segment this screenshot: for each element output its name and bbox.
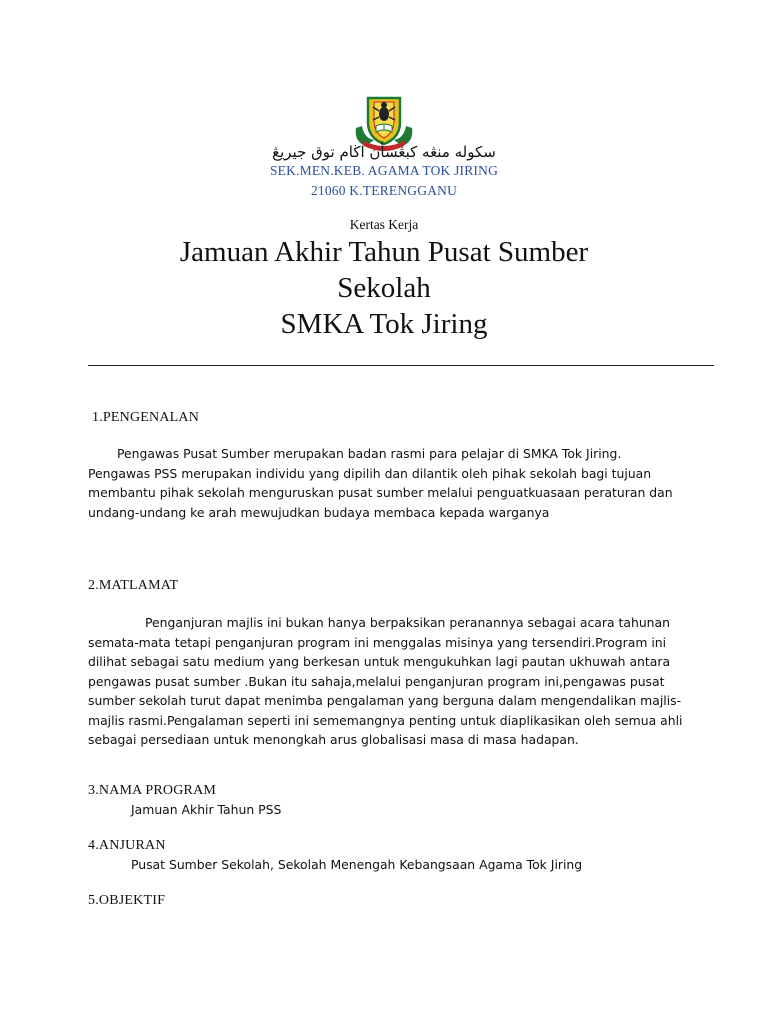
section-heading-matlamat: 2.MATLAMAT — [88, 578, 179, 593]
header-divider — [88, 365, 714, 366]
school-name: SEK.MEN.KEB. AGAMA TOK JIRING — [269, 163, 499, 178]
document-kind: Kertas Kerja — [349, 217, 419, 232]
document-title-line-1: Jamuan Akhir Tahun Pusat Sumber — [179, 236, 589, 268]
organizer-value: Pusat Sumber Sekolah, Sekolah Menengah Kebangsaan Agama Tok Jiring — [131, 857, 583, 872]
paragraph-line: dilihat sebagai satu medium yang berkesan untuk mengukuhkan lagi pautan ukhuwah antara — [88, 654, 671, 669]
paragraph-line: Pengawas PSS merupakan individu yang dipilih dan dilantik oleh pihak sekolah bagi tujuan — [88, 465, 652, 481]
school-address: 21060 K.TERENGGANU — [310, 183, 458, 198]
section-heading-objektif: 5.OBJEKTIF — [88, 893, 166, 908]
program-name-value: Jamuan Akhir Tahun PSS — [131, 802, 282, 817]
section-heading-pengenalan: 1.PENGENALAN — [92, 410, 200, 425]
paragraph-line: majlis rasmi.Pengalaman seperti ini sememangnya penting untuk diaplikasikan oleh semua ahli — [88, 712, 683, 728]
document-title-line-2: Sekolah — [337, 272, 431, 304]
section-body-pengenalan — [88, 444, 708, 522]
arabic-school-name-text: سکوله منڠه کبڠسأن اڬام توق جيريڠ — [272, 143, 496, 161]
document-title-line-3: SMKA Tok Jiring — [280, 308, 488, 340]
section-body-matlamat — [88, 613, 708, 750]
paragraph-line: undang-undang ke arah mewujudkan budaya membaca kepada warganya — [88, 504, 550, 520]
paragraph-line: Pengawas Pusat Sumber merupakan badan rasmi para pelajar di SMKA Tok Jiring. — [117, 446, 622, 461]
arabic-school-name — [264, 138, 504, 164]
paragraph-line: membantu pihak sekolah menguruskan pusat sumber melalui penguatkuasaan peraturan dan — [88, 485, 673, 500]
section-heading-anjuran: 4.ANJURAN — [88, 838, 166, 853]
paragraph-line: Penganjuran majlis ini bukan hanya berpaksikan peranannya sebagai acara tahunan — [145, 615, 670, 630]
section-heading-nama-program: 3.NAMA PROGRAM — [88, 783, 217, 798]
paragraph-line: semata-mata tetapi penganjuran program ini menggalas misinya yang tersendiri.Program ini — [88, 634, 667, 650]
paragraph-line: pengawas pusat sumber .Bukan itu sahaja,melalui penganjuran program ini,pengawas pusat — [88, 673, 665, 689]
paragraph-line: sumber sekolah turut dapat menimba pengalaman yang berguna dalam mengendalikan majlis- — [88, 693, 682, 708]
paragraph-line: sebagai persediaan untuk menongkah arus globalisasi masa di masa hadapan. — [88, 732, 579, 747]
